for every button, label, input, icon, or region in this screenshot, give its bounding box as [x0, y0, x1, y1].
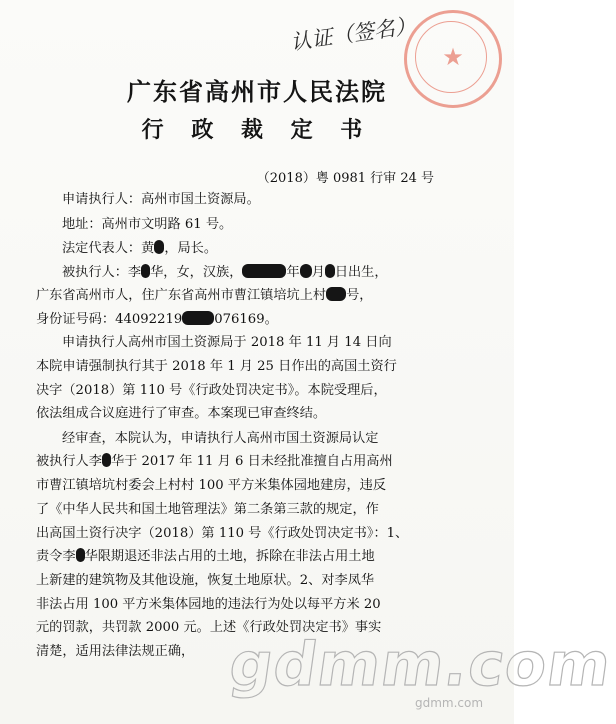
redaction-mark	[300, 264, 312, 278]
paragraph2-line	[36, 453, 393, 471]
legal-rep-line	[62, 240, 217, 258]
court-name-title: 广东省高州市人民法院	[127, 78, 387, 106]
paragraph2-line: 了《中华人民共和国土地管理法》第二条第三款的规定，作	[36, 502, 379, 517]
case-number: （2018）粤 0981 行审 24 号	[256, 171, 434, 186]
document-type-title: 行 政 裁 定 书	[141, 118, 373, 143]
applicant-line: 申请执行人：高州市国土资源局。	[62, 192, 260, 207]
redaction-mark	[326, 287, 346, 301]
paragraph2-text: 被执行人李	[36, 454, 102, 469]
site-watermark: gdmm.com	[225, 630, 616, 700]
paragraph2-line: 清楚，适用法律法规正确，	[36, 644, 195, 659]
paragraph1-line: 依法组成合议庭进行了审查。本案现已审查终结。	[36, 406, 327, 421]
redaction-mark	[325, 264, 335, 278]
paragraph1-line: 申请执行人高州市国土资源局于 2018 年 11 月 14 日向	[62, 335, 392, 350]
id-number-end: 076169。	[214, 312, 278, 327]
paragraph2-line: 非法占用 100 平方米集体园地的违法行为处以每平方米 20	[36, 597, 381, 612]
paragraph2-text: 责令李	[36, 549, 76, 564]
id-number-start: 身份证号码：44092219	[36, 312, 183, 327]
redaction-mark	[102, 453, 111, 467]
paragraph2-line: 出高国土资行决字（2018）第 110 号《行政处罚决定书》：1、	[36, 526, 409, 541]
redaction-mark	[141, 264, 150, 278]
paragraph2-line: 经审查，本院认为，申请执行人高州市国土资源局认定	[62, 431, 379, 446]
respondent-line	[62, 264, 388, 282]
site-watermark-small: gdmm.com	[415, 696, 484, 710]
paragraph2-text: 华限期退还非法占用的土地，拆除在非法占用土地	[84, 549, 375, 564]
paragraph2-line: 市曹江镇培坑村委会上村村 100 平方米集体园地建房，违反	[36, 478, 387, 493]
paragraph1-line: 本院申请强制执行其于 2018 年 1 月 25 日作出的高国土资行	[36, 359, 397, 374]
respondent-month: 月	[311, 265, 325, 280]
respondent-year: 年	[286, 265, 300, 280]
paragraph2-text: 华于 2017 年 11 月 6 日未经批准擅自占用高州	[110, 454, 393, 469]
redaction-mark	[242, 264, 286, 278]
respondent-label: 被执行人：李	[62, 265, 142, 280]
paragraph2-line	[36, 548, 375, 566]
address-line: 地址：高州市文明路 61 号。	[62, 217, 233, 232]
respondent-house-no: 号，	[346, 288, 373, 303]
id-number-line	[36, 311, 278, 329]
paragraph2-line: 元的罚款，共罚款 2000 元。上述《行政处罚决定书》事实	[36, 620, 382, 635]
legal-rep-prefix: 法定代表人：黄	[62, 241, 155, 256]
seal-star-icon: ★	[442, 43, 464, 71]
handwritten-signature: 认证（签名）	[289, 13, 418, 55]
redaction-mark	[76, 548, 85, 562]
respondent-day: 日出生，	[334, 265, 388, 280]
paragraph2-line: 上新建的建筑物及其他设施，恢复土地原状。2、对李凤华	[36, 573, 375, 588]
respondent-info: 华，女，汉族，	[150, 265, 243, 280]
redaction-mark	[182, 311, 214, 325]
respondent-residence-line	[36, 287, 373, 305]
respondent-residence: 广东省高州市人，住广东省高州市曹江镇培坑上村	[36, 288, 327, 303]
redaction-mark	[154, 240, 164, 254]
legal-rep-suffix: ，局长。	[164, 241, 218, 256]
paragraph1-line: 决字（2018）第 110 号《行政处罚决定书》。本院受理后，	[36, 383, 387, 398]
